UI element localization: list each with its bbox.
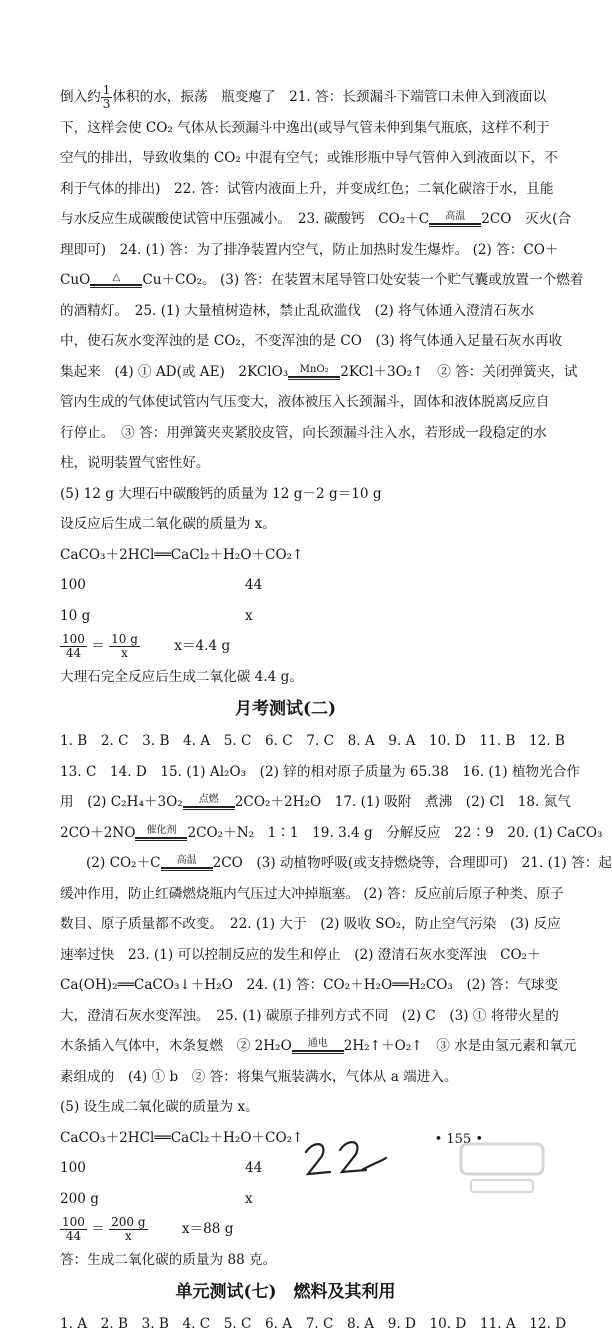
reaction-arrow: 高温 [429,212,481,227]
calc-answer: 答：生成二氧化碳的质量为 88 克。 [60,1251,277,1268]
text-line: 速率过快 23. (1) 可以控制反应的发生和停止 (2) 澄清石灰水变浑浊 CO₂＋ [60,946,541,963]
text-line: 13. C 14. D 15. (1) Al₂O₃ (2) 锌的相对原子质量为 65.38 16. (1) 植物光合作 [60,763,580,780]
text-line: 用 (2) C₂H₄＋3O₂ 点燃 2CO₂＋2H₂O 17. (1) 吸附 煮沸 (2) Cl 18. 氮气 [60,794,571,810]
text-line: 数目、原子质量都不改变。 22. (1) 大于 (2) 吸收 SO₂，防止空气污染 (3) 反应 [60,916,561,932]
text-line: 利于气体的排出) 22. 答：试管内液面上升，并变成红色；二氧化碳溶于水，且能 [60,180,554,197]
text-line: 的酒精灯。 25. (1) 大量植树造林，禁止乱砍滥伐 (2) 将气体通入澄清石灰水 [60,302,535,319]
text-line: 理即可) 24. (1) 答：为了排净装置内空气，防止加热时发生爆炸。 (2) 答：CO＋ [60,241,559,258]
fraction: $\frac{100}{44}$ [62,1215,85,1243]
text-line: 设反应后生成二氧化碳的质量为 x。 [60,516,276,532]
text-line: 集起来 (4) ① AD(或 AE) 2KClO₃ MnO₂ 2KCl＋3O₂↑ ② 答：关闭弹簧夹，试 [60,363,578,380]
text-line: 木条插入气体中，木条复燃 ② 2H₂O 通电 2H₂↑＋O₂↑ ③ 水是由氢元素和氧元 [60,1038,577,1054]
text-line: 管内生成的气体使试管内气压变大，液体被压入长颈漏斗，固体和液体脱离反应自 [60,394,550,410]
text-line: Ca(OH)₂══CaCO₃↓＋H₂O 24. (1) 答：CO₂＋H₂O══H₂CO₃ (2) 答：气球变 [60,977,559,993]
text-line: 中，使石灰水变浑浊的是 CO₂，不变浑浊的是 CO (3) 将气体通入足量石灰水再收 [60,333,563,349]
fraction: $\frac{200 g}{x}$ [111,1215,146,1243]
reaction-arrow: 通电 [292,1039,344,1054]
section-heading: 月考测试(二) [234,699,337,719]
text-line: 大，澄清石灰水变浑浊。 25. (1) 碳原子排列方式不同 (2) C (3) ① 将带火星的 [60,1007,559,1024]
handwritten-scribble [300,1130,390,1190]
calc-row: 100 44 [60,577,263,593]
text-fragment: 体积的水，振荡 瓶变瘪了 21. 答：长颈漏斗下端管口未伸入到液面以 [112,89,547,105]
reaction-arrow: MnO₂ [288,365,340,380]
text-line: (5) 12 g 大理石中碳酸钙的质量为 12 g－2 g＝10 g [60,485,382,502]
text-line: 缓冲作用，防止红磷燃烧瓶内气压过大冲掉瓶塞。 (2) 答：反应前后原子种类、原子 [60,885,564,902]
text-line: 2CO＋2NO 催化剂 2CO₂＋N₂ 1∶1 19. 3.4 g 分解反应 22∶9 20. (1) CaCO₃ [60,824,603,841]
reaction-arrow: 催化剂 [135,826,187,841]
fraction: $\frac{100}{44}$ [62,632,85,660]
reaction-arrow: △ [90,273,142,288]
text-line: 下，这样会使 CO₂ 气体从长颈漏斗中逸出(或导气管未伸到集气瓶底，这样不利于 [60,119,550,136]
text-line: 1. A 2. B 3. B 4. C 5. C 6. A 7. C 8. A 9. D 10. D 11. A 12. D [60,1316,567,1332]
reaction-arrow: 高温 [161,856,213,871]
text-line: 行停止。 ③ 答：用弹簧夹夹紧胶皮管，向长颈漏斗注入水，若形成一段稳定的水 [60,424,547,441]
text-fragment: 倒入约 [60,89,101,105]
text-line [60,82,547,113]
calc-proportion: $\frac{100}{44}$ ＝ $\frac{10 g}{x}$ x＝4.4 g [62,632,231,660]
fraction: $\frac{1}{3}$ [102,83,111,111]
text-line: 素组成的 (4) ① b ② 答：将集气瓶装满水，气体从 a 端进入。 [60,1068,458,1085]
text-line: (5) 设生成二氧化碳的质量为 x。 [60,1099,259,1115]
text-line: 柱，说明装置气密性好。 [60,455,210,471]
text-line: (2) CO₂＋C 高温 2CO (3) 动植物呼吸(或支持燃烧等，合理即可) 21. (1) 答：起 [86,855,612,871]
calc-row: 100 44 [60,1160,263,1176]
calc-proportion: $\frac{100}{44}$ ＝ $\frac{200 g}{x}$ x＝88 g [62,1215,234,1243]
watermark-logo [457,1140,547,1196]
text-line: CuO △ Cu＋CO₂。 (3) 答：在装置末尾导管口处安装一个贮气囊或放置一个燃着 [60,272,584,288]
text-line: 空气的排出，导致收集的 CO₂ 中混有空气；或锥形瓶中导气管伸入到液面以下，不 [60,150,558,166]
calc-answer: 大理石完全反应后生成二氧化碳 4.4 g。 [60,668,303,685]
calc-row: 200 g x [60,1190,253,1207]
section-heading: 单元测试(七) 燃料及其利用 [175,1282,396,1302]
fraction: $\frac{10 g}{x}$ [111,632,138,660]
text-line: CaCO₃＋2HCl══CaCl₂＋H₂O＋CO₂↑ [60,546,304,563]
text-line: 1. B 2. C 3. B 4. A 5. C 6. C 7. C 8. A 9. A 10. D 11. B 12. B [60,733,565,749]
calc-row: 10 g x [60,607,253,624]
reaction-arrow: 点燃 [183,795,235,810]
text-line: 与水反应生成碳酸使试管中压强减小。 23. 碳酸钙 CO₂＋C 高温 2CO 灭火(合 [60,211,572,227]
page-number: • 155 • [434,1132,483,1147]
text-line: CaCO₃＋2HCl══CaCl₂＋H₂O＋CO₂↑ [60,1129,304,1146]
